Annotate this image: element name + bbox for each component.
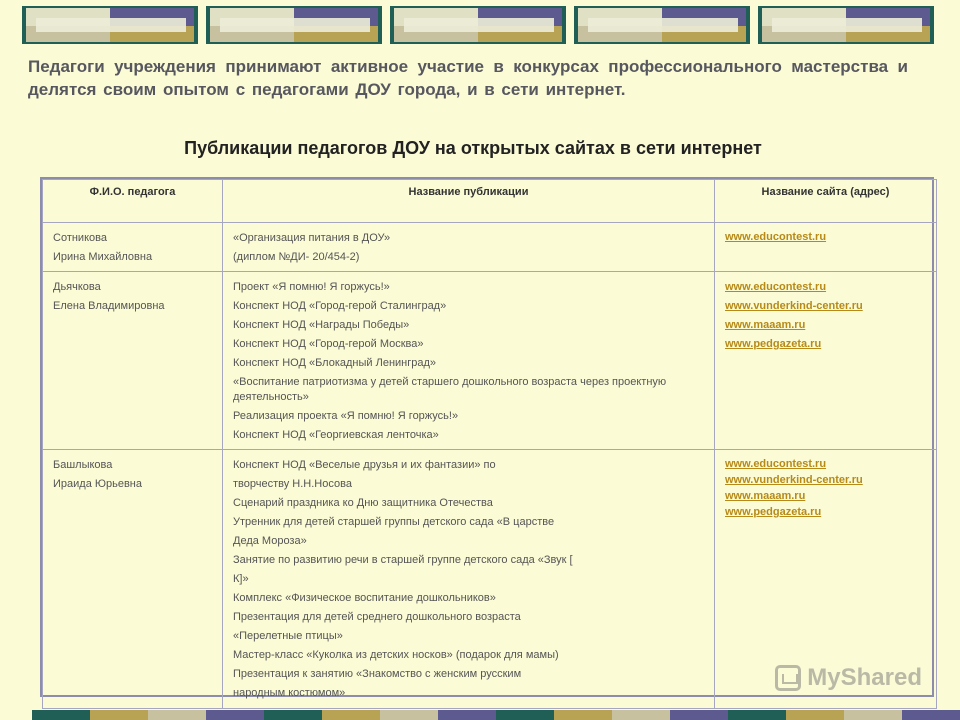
publication-item: Презентация к занятию «Знакомство с женским русским [233,668,522,680]
sites-cell [715,223,937,272]
publications-cell [223,450,715,709]
teacher-surname: Башлыкова [53,459,113,471]
watermark [775,664,922,692]
teacher-name-cell [43,272,223,450]
publication-item: творчеству Н.Н.Носова [233,478,352,490]
teacher-given-names: Ираида Юрьевна [53,478,142,490]
teacher-given-names: Елена Владимировна [53,300,165,312]
publication-item: Мастер-класс «Куколка из детских носков» (подарок для мамы) [233,649,559,661]
teacher-given-names: Ирина Михайловна [53,251,153,263]
publication-item: Реализация проекта «Я помню! Я горжусь!» [233,410,459,422]
publications-table [42,179,937,709]
publication-item: (диплом №ДИ- 20/454-2) [233,251,360,263]
site-link[interactable]: www.pedgazeta.ru [725,338,822,350]
table-row [43,272,937,450]
header-teacher-name: Ф.И.О. педагога [43,180,223,223]
bottom-decorative-band [32,710,960,720]
site-link[interactable]: www.vunderkind-center.ru [725,300,863,312]
publication-item: Комплекс «Физическое воспитание дошкольников» [233,592,496,604]
publication-item: Проект «Я помню! Я горжусь!» [233,281,390,293]
publication-item: «Организация питания в ДОУ» [233,232,391,244]
page-title: Публикации педагогов ДОУ на открытых сайтах в сети интернет [184,138,762,158]
myshared-logo-icon [775,665,801,691]
top-decorative-band [22,6,942,44]
publication-item: Конспект НОД «Блокадный Ленинград» [233,357,437,369]
publication-item: К]» [233,573,249,585]
publication-item: Конспект НОД «Город-герой Сталинград» [233,300,447,312]
sites-cell [715,272,937,450]
site-link[interactable]: www.maaam.ru [725,490,806,502]
table-header-row [43,180,937,223]
publication-item: Сценарий праздника ко Дню защитника Отечества [233,497,493,509]
publications-cell [223,272,715,450]
watermark-text: MyShared [807,664,922,691]
site-link[interactable]: www.vunderkind-center.ru [725,474,863,486]
site-link[interactable]: www.educontest.ru [725,231,827,243]
publication-item: народным костюмом» [233,687,346,699]
header-site-address: Название сайта (адрес) [715,180,937,223]
publications-cell [223,223,715,272]
publication-item: Конспект НОД «Веселые друзья и их фантазии» по [233,459,496,471]
publication-item: Презентация для детей среднего дошкольного возраста [233,611,521,623]
publication-item: Деда Мороза» [233,535,307,547]
intro-paragraph: Педагоги учреждения принимают активное участие в конкурсах профессионального мастерства и делятся своим опытом с педагогами ДОУ города, и в сети интернет. [28,57,908,99]
publication-item: «Воспитание патриотизма у детей старшего дошкольного возраста через проектную деятельность» [233,376,667,403]
teacher-name-cell [43,450,223,709]
band-tile [206,6,382,44]
teacher-surname: Дьячкова [53,281,101,293]
publication-item: Утренник для детей старшей группы детского сада «В царстве [233,516,555,528]
publication-item: Конспект НОД «Награды Победы» [233,319,410,331]
band-tile [574,6,750,44]
site-link[interactable]: www.maaam.ru [725,319,806,331]
header-publication-title: Название публикации [223,180,715,223]
site-link[interactable]: www.educontest.ru [725,458,827,470]
publication-item: Конспект НОД «Георгиевская ленточка» [233,429,439,441]
band-tile [758,6,934,44]
band-tile [22,6,198,44]
publication-item: Конспект НОД «Город-герой Москва» [233,338,424,350]
teacher-name-cell [43,223,223,272]
site-link[interactable]: www.educontest.ru [725,281,827,293]
table-row [43,223,937,272]
band-tile [390,6,566,44]
teacher-surname: Сотникова [53,232,107,244]
site-link[interactable]: www.pedgazeta.ru [725,506,822,518]
publication-item: «Перелетные птицы» [233,630,343,642]
publication-item: Занятие по развитию речи в старшей группе детского сада «Звук [ [233,554,573,566]
publications-table-frame [40,177,934,697]
